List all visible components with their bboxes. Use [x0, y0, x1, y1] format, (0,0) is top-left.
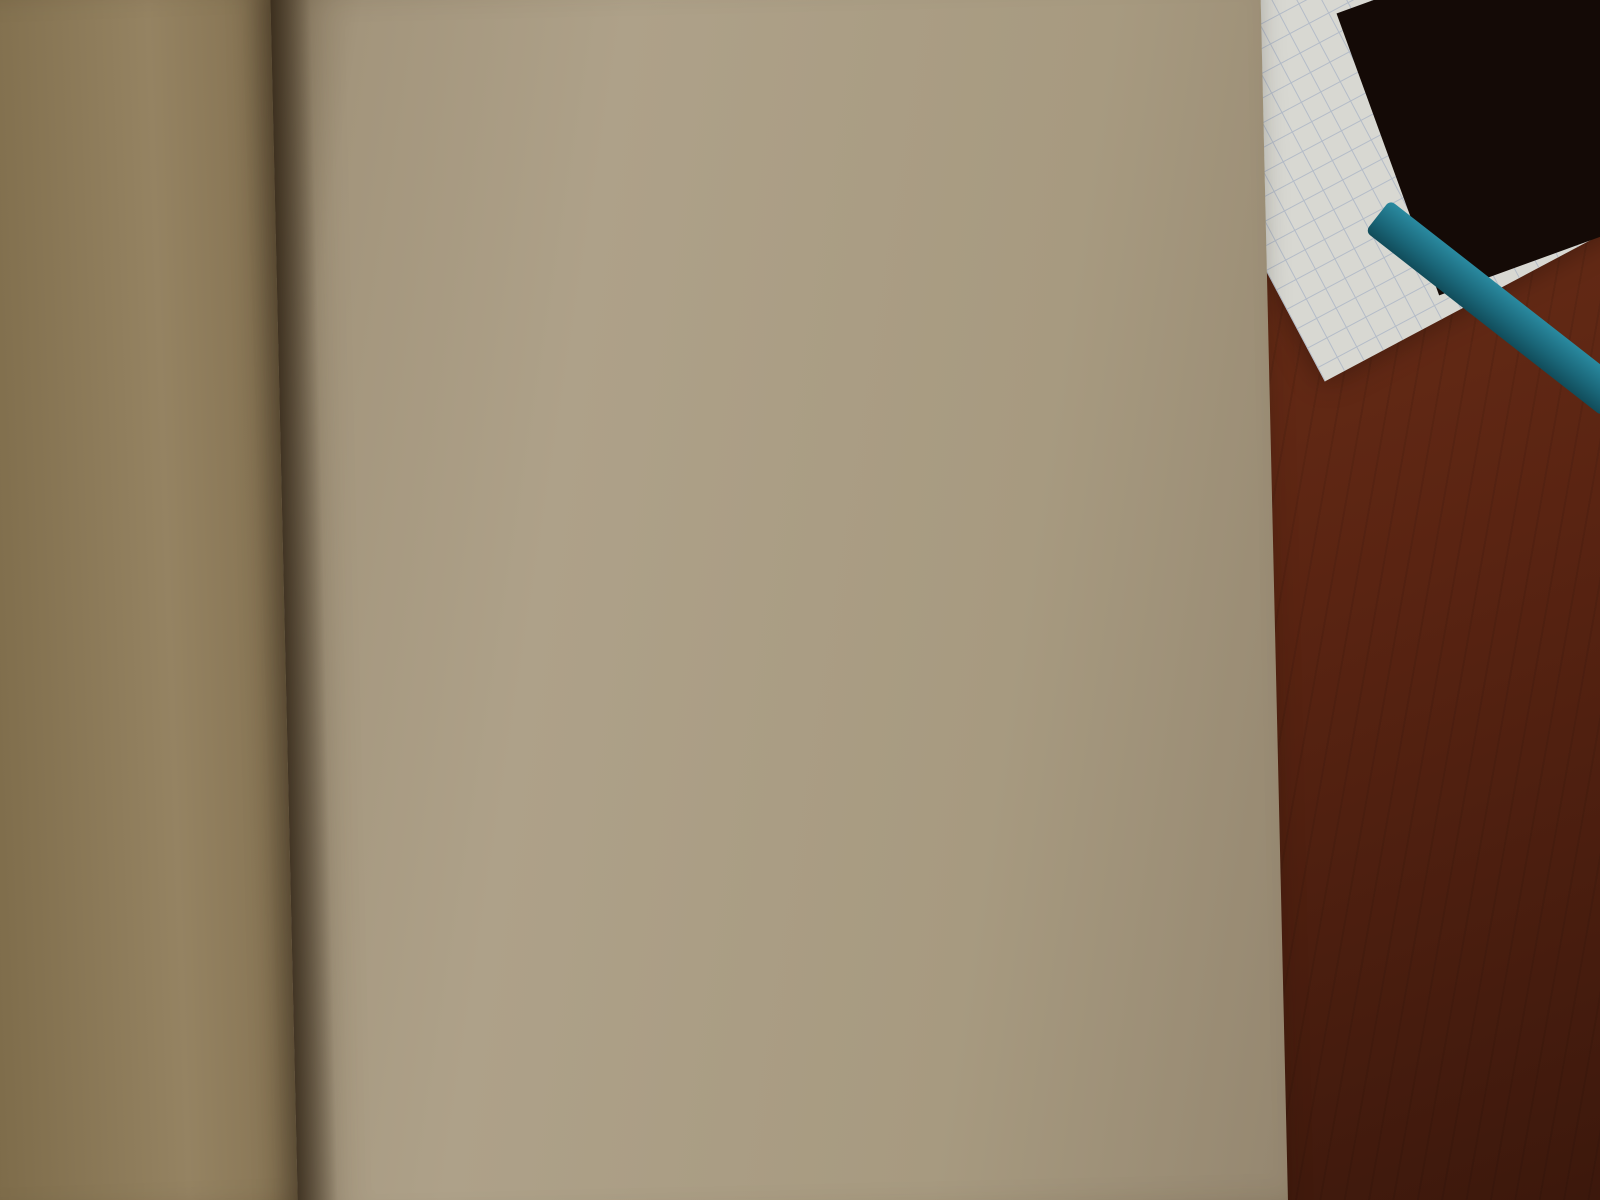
problems-top-list: [332, 51, 1212, 71]
problems-block: [332, 51, 1213, 121]
section-label: [373, 91, 1213, 110]
problems-bottom-list: [293, 101, 1213, 122]
cut-off-line: [253, 101, 1213, 123]
right-book-page: [270, 0, 1288, 1200]
problem-121: [253, 101, 1213, 123]
